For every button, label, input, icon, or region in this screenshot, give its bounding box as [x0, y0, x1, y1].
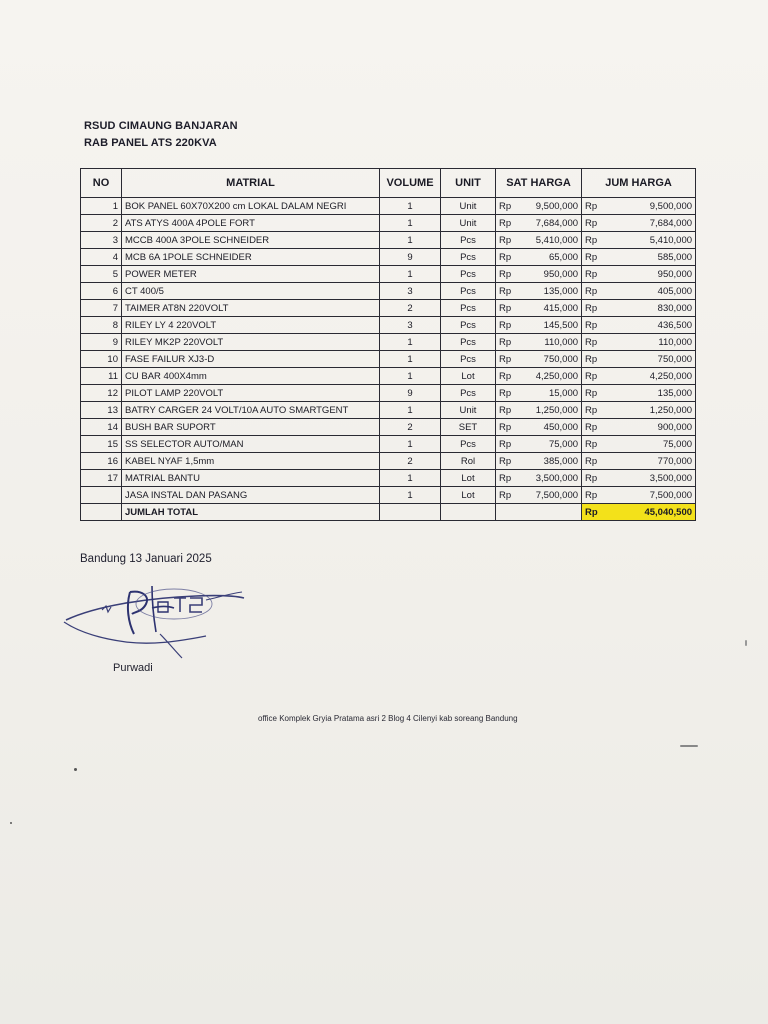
document-header — [84, 118, 238, 152]
total-label: JUMLAH TOTAL — [122, 504, 380, 521]
row-jum-harga: 5,410,000 — [614, 232, 696, 249]
row-sat-currency: Rp — [496, 317, 522, 334]
table-row — [81, 249, 696, 266]
row-no: 10 — [81, 351, 122, 368]
row-no: 9 — [81, 334, 122, 351]
row-jum-harga: 900,000 — [614, 419, 696, 436]
row-sat-harga: 450,000 — [522, 419, 582, 436]
table-row — [81, 317, 696, 334]
row-jum-currency: Rp — [582, 351, 614, 368]
table-header-row — [81, 169, 696, 198]
row-volume: 2 — [380, 453, 441, 470]
col-sat-harga-header: SAT HARGA — [496, 169, 582, 198]
col-no-header: NO — [81, 169, 122, 198]
row-sat-currency: Rp — [496, 436, 522, 453]
row-jum-currency: Rp — [582, 249, 614, 266]
row-sat-currency: Rp — [496, 368, 522, 385]
row-matrial: MCB 6A 1POLE SCHNEIDER — [122, 249, 380, 266]
table-row — [81, 334, 696, 351]
row-sat-currency: Rp — [496, 351, 522, 368]
row-unit: Pcs — [441, 351, 496, 368]
row-jum-harga: 9,500,000 — [614, 198, 696, 215]
row-sat-harga: 1,250,000 — [522, 402, 582, 419]
table-row — [81, 402, 696, 419]
row-matrial: JASA INSTAL DAN PASANG — [122, 487, 380, 504]
row-volume: 1 — [380, 436, 441, 453]
row-matrial: RILEY MK2P 220VOLT — [122, 334, 380, 351]
row-unit: Lot — [441, 470, 496, 487]
row-jum-currency: Rp — [582, 436, 614, 453]
row-sat-harga: 110,000 — [522, 334, 582, 351]
table-row — [81, 351, 696, 368]
row-jum-harga: 4,250,000 — [614, 368, 696, 385]
row-jum-harga: 750,000 — [614, 351, 696, 368]
col-volume-header: VOLUME — [380, 169, 441, 198]
table-row — [81, 300, 696, 317]
total-volume-cell — [380, 504, 441, 521]
table-row — [81, 198, 696, 215]
total-row — [81, 504, 696, 521]
row-no: 3 — [81, 232, 122, 249]
row-no: 11 — [81, 368, 122, 385]
row-no: 8 — [81, 317, 122, 334]
table-row — [81, 436, 696, 453]
row-unit: Pcs — [441, 385, 496, 402]
row-unit: Pcs — [441, 266, 496, 283]
row-sat-harga: 415,000 — [522, 300, 582, 317]
total-sat-cell — [522, 504, 582, 521]
row-volume: 1 — [380, 266, 441, 283]
table-row — [81, 385, 696, 402]
row-volume: 1 — [380, 334, 441, 351]
table-row — [81, 368, 696, 385]
row-volume: 1 — [380, 487, 441, 504]
row-sat-harga: 145,500 — [522, 317, 582, 334]
row-sat-harga: 3,500,000 — [522, 470, 582, 487]
col-matrial-header: MATRIAL — [122, 169, 380, 198]
row-no: 4 — [81, 249, 122, 266]
row-sat-currency: Rp — [496, 198, 522, 215]
paper-mark — [745, 640, 747, 646]
row-sat-harga: 4,250,000 — [522, 368, 582, 385]
row-jum-harga: 3,500,000 — [614, 470, 696, 487]
row-no: 12 — [81, 385, 122, 402]
row-no: 7 — [81, 300, 122, 317]
total-no-cell — [81, 504, 122, 521]
cost-estimate-table — [80, 168, 696, 521]
row-jum-harga: 585,000 — [614, 249, 696, 266]
row-jum-harga: 7,684,000 — [614, 215, 696, 232]
row-matrial: RILEY LY 4 220VOLT — [122, 317, 380, 334]
row-matrial: KABEL NYAF 1,5mm — [122, 453, 380, 470]
row-sat-harga: 9,500,000 — [522, 198, 582, 215]
row-sat-currency: Rp — [496, 470, 522, 487]
table-row — [81, 453, 696, 470]
row-no: 17 — [81, 470, 122, 487]
row-unit: Pcs — [441, 436, 496, 453]
row-sat-currency: Rp — [496, 487, 522, 504]
row-sat-currency: Rp — [496, 334, 522, 351]
row-sat-harga: 15,000 — [522, 385, 582, 402]
signature-stamp — [56, 572, 256, 669]
row-sat-currency: Rp — [496, 453, 522, 470]
row-no: 6 — [81, 283, 122, 300]
row-jum-harga: 135,000 — [614, 385, 696, 402]
row-no: 2 — [81, 215, 122, 232]
row-no: 13 — [81, 402, 122, 419]
row-jum-currency: Rp — [582, 334, 614, 351]
row-sat-currency: Rp — [496, 249, 522, 266]
row-jum-currency: Rp — [582, 266, 614, 283]
row-unit: Pcs — [441, 232, 496, 249]
row-no: 5 — [81, 266, 122, 283]
row-unit: Unit — [441, 198, 496, 215]
row-no: 1 — [81, 198, 122, 215]
row-unit: Pcs — [441, 334, 496, 351]
row-volume: 1 — [380, 232, 441, 249]
row-volume: 9 — [380, 249, 441, 266]
paper-mark — [680, 745, 698, 747]
col-jum-harga-header: JUM HARGA — [582, 169, 696, 198]
row-jum-harga: 436,500 — [614, 317, 696, 334]
row-sat-currency: Rp — [496, 402, 522, 419]
row-unit: Unit — [441, 215, 496, 232]
row-sat-currency: Rp — [496, 266, 522, 283]
row-volume: 1 — [380, 351, 441, 368]
row-sat-harga: 7,500,000 — [522, 487, 582, 504]
row-jum-currency: Rp — [582, 232, 614, 249]
document-title: RAB PANEL ATS 220KVA — [84, 137, 217, 149]
row-unit: Rol — [441, 453, 496, 470]
row-volume: 1 — [380, 470, 441, 487]
table-row — [81, 487, 696, 504]
row-sat-currency: Rp — [496, 419, 522, 436]
row-sat-currency: Rp — [496, 215, 522, 232]
row-jum-currency: Rp — [582, 402, 614, 419]
row-volume: 1 — [380, 198, 441, 215]
row-matrial: BOK PANEL 60X70X200 cm LOKAL DALAM NEGRI — [122, 198, 380, 215]
office-address: office Komplek Gryia Pratama asri 2 Blog 4 Cilenyi kab soreang Bandung — [258, 714, 518, 723]
row-unit: SET — [441, 419, 496, 436]
row-matrial: BATRY CARGER 24 VOLT/10A AUTO SMARTGENT — [122, 402, 380, 419]
row-jum-currency: Rp — [582, 215, 614, 232]
signing-place-date: Bandung 13 Januari 2025 — [80, 553, 212, 565]
row-jum-harga: 75,000 — [614, 436, 696, 453]
row-jum-currency: Rp — [582, 453, 614, 470]
row-sat-harga: 7,684,000 — [522, 215, 582, 232]
col-unit-header: UNIT — [441, 169, 496, 198]
row-jum-harga: 770,000 — [614, 453, 696, 470]
row-matrial: FASE FAILUR XJ3-D — [122, 351, 380, 368]
row-jum-harga: 7,500,000 — [614, 487, 696, 504]
row-unit: Lot — [441, 487, 496, 504]
row-volume: 9 — [380, 385, 441, 402]
row-sat-harga: 750,000 — [522, 351, 582, 368]
row-unit: Unit — [441, 402, 496, 419]
row-volume: 1 — [380, 368, 441, 385]
table-row — [81, 470, 696, 487]
row-sat-harga: 135,000 — [522, 283, 582, 300]
row-jum-harga: 950,000 — [614, 266, 696, 283]
row-no: 16 — [81, 453, 122, 470]
row-unit: Pcs — [441, 300, 496, 317]
table-row — [81, 232, 696, 249]
row-matrial: SS SELECTOR AUTO/MAN — [122, 436, 380, 453]
row-jum-currency: Rp — [582, 317, 614, 334]
row-jum-currency: Rp — [582, 470, 614, 487]
row-matrial: TAIMER AT8N 220VOLT — [122, 300, 380, 317]
row-matrial: ATS ATYS 400A 4POLE FORT — [122, 215, 380, 232]
row-sat-harga: 385,000 — [522, 453, 582, 470]
row-jum-currency: Rp — [582, 385, 614, 402]
row-matrial: CT 400/5 — [122, 283, 380, 300]
paper-speck — [74, 768, 77, 771]
table-row — [81, 283, 696, 300]
row-jum-harga: 830,000 — [614, 300, 696, 317]
row-matrial: MATRIAL BANTU — [122, 470, 380, 487]
paper-speck — [10, 822, 12, 824]
signer-name: Purwadi — [113, 662, 153, 674]
table-row — [81, 419, 696, 436]
row-sat-currency: Rp — [496, 300, 522, 317]
row-jum-currency: Rp — [582, 487, 614, 504]
row-sat-currency: Rp — [496, 283, 522, 300]
row-sat-currency: Rp — [496, 232, 522, 249]
row-no — [81, 487, 122, 504]
total-currency: Rp — [582, 504, 614, 521]
row-jum-harga: 110,000 — [614, 334, 696, 351]
row-matrial: PILOT LAMP 220VOLT — [122, 385, 380, 402]
row-jum-currency: Rp — [582, 300, 614, 317]
row-volume: 3 — [380, 317, 441, 334]
row-sat-harga: 75,000 — [522, 436, 582, 453]
row-unit: Lot — [441, 368, 496, 385]
table-row — [81, 266, 696, 283]
row-jum-currency: Rp — [582, 283, 614, 300]
row-jum-harga: 405,000 — [614, 283, 696, 300]
row-unit: Pcs — [441, 249, 496, 266]
total-unit-cell — [441, 504, 496, 521]
row-matrial: MCCB 400A 3POLE SCHNEIDER — [122, 232, 380, 249]
hospital-name: RSUD CIMAUNG BANJARAN — [84, 120, 238, 132]
row-jum-currency: Rp — [582, 198, 614, 215]
row-no: 14 — [81, 419, 122, 436]
row-volume: 1 — [380, 215, 441, 232]
row-jum-currency: Rp — [582, 419, 614, 436]
total-sat-rp-cell — [496, 504, 522, 521]
row-no: 15 — [81, 436, 122, 453]
row-matrial: BUSH BAR SUPORT — [122, 419, 380, 436]
table-row — [81, 215, 696, 232]
row-sat-harga: 950,000 — [522, 266, 582, 283]
row-unit: Pcs — [441, 317, 496, 334]
row-volume: 3 — [380, 283, 441, 300]
row-sat-harga: 65,000 — [522, 249, 582, 266]
row-volume: 1 — [380, 402, 441, 419]
row-volume: 2 — [380, 419, 441, 436]
row-unit: Pcs — [441, 283, 496, 300]
row-volume: 2 — [380, 300, 441, 317]
row-sat-harga: 5,410,000 — [522, 232, 582, 249]
row-jum-harga: 1,250,000 — [614, 402, 696, 419]
row-sat-currency: Rp — [496, 385, 522, 402]
total-value: 45,040,500 — [614, 504, 696, 521]
row-matrial: POWER METER — [122, 266, 380, 283]
row-matrial: CU BAR 400X4mm — [122, 368, 380, 385]
row-jum-currency: Rp — [582, 368, 614, 385]
